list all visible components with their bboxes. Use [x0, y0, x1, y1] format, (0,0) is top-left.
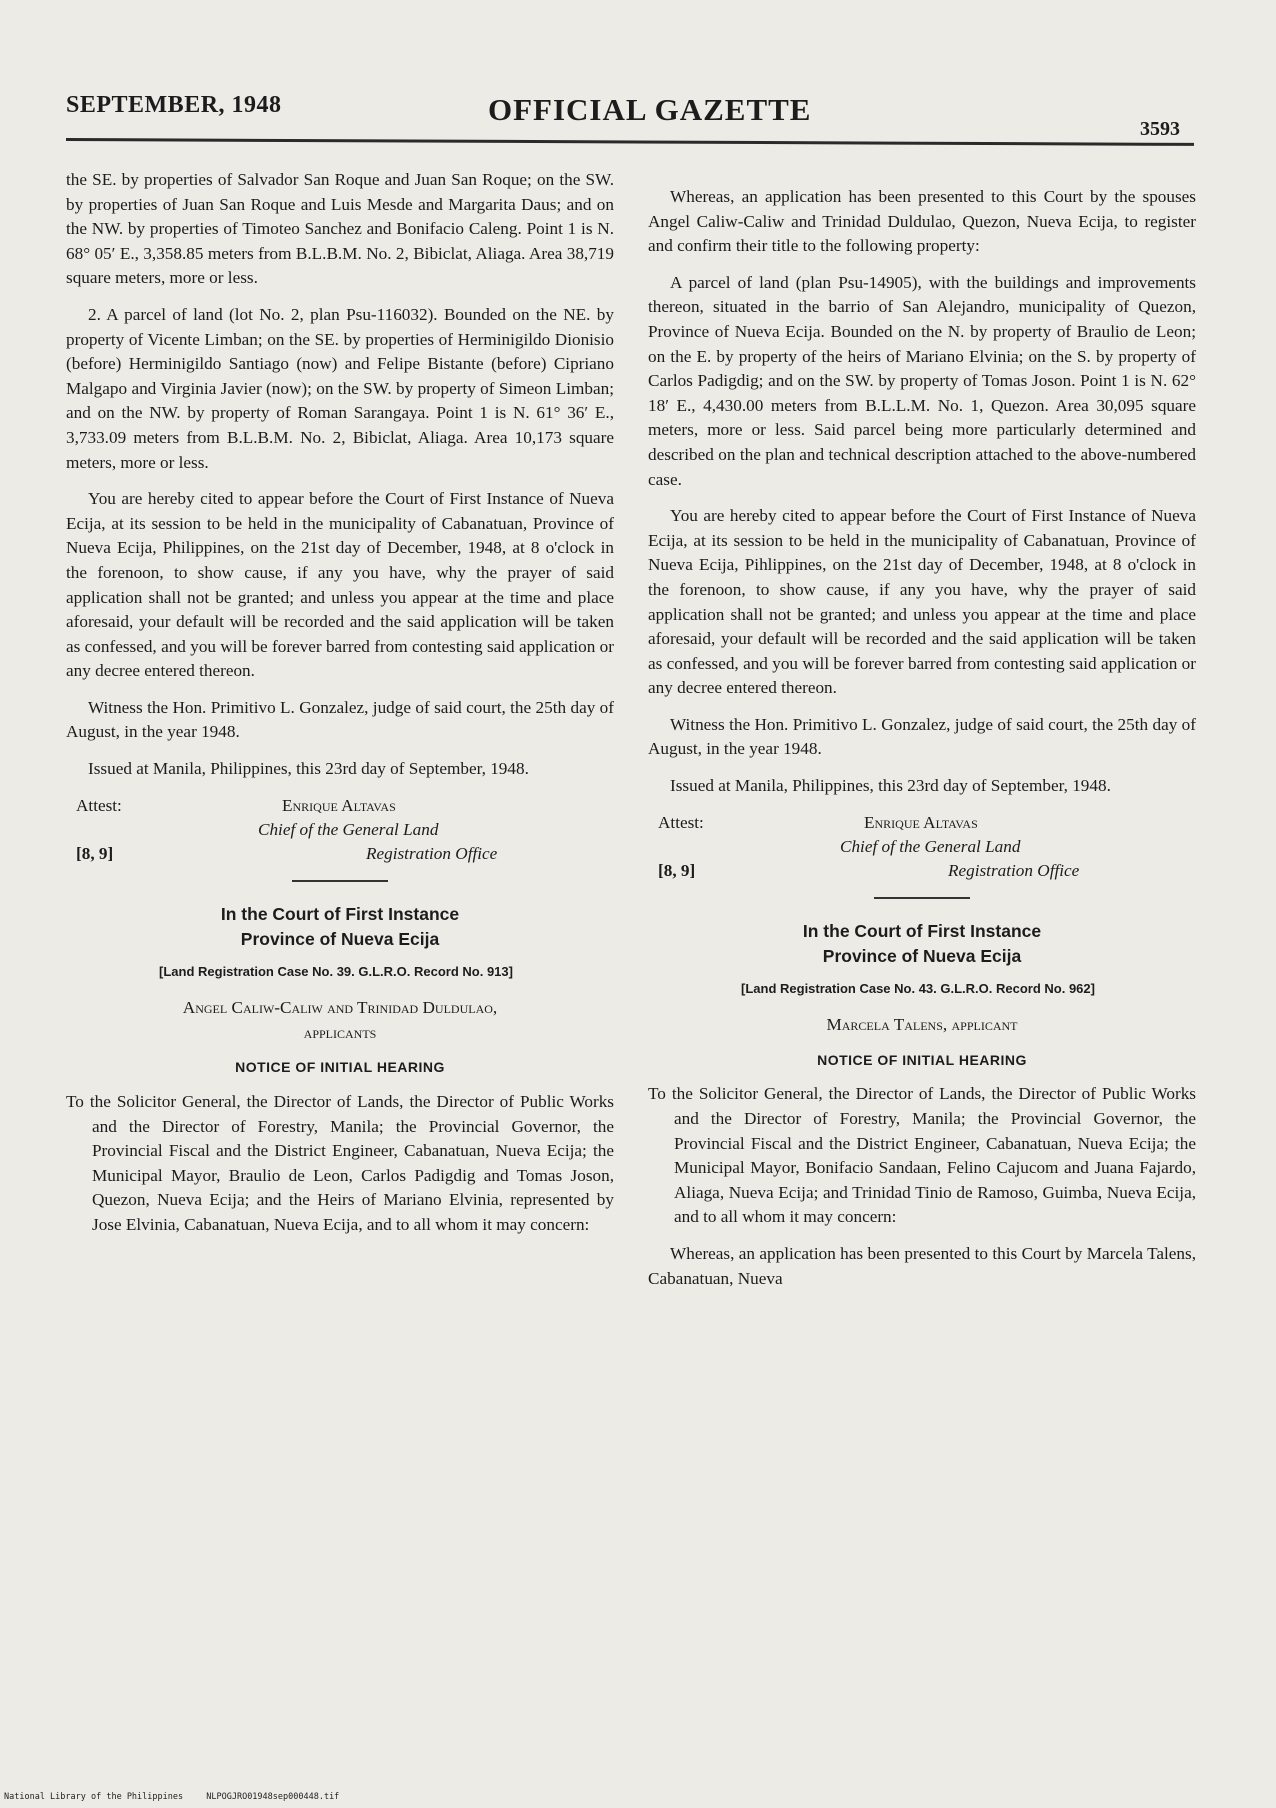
court-province: Province of Nueva Ecija: [240, 928, 440, 949]
court-heading: [648, 919, 1196, 969]
paragraph: To the Solicitor General, the Director of Lands, the Director of Public Works and the Director of Forestry, Manila; the Provincial Governor, the Provincial Fiscal and the District Engineer, Cabanatuan, Nueva Ecija; the Municipal Mayor, Braulio de Leon, Carlos Padigdig and Tomas Joson, Quezon, Nueva Ecija; and the Heirs of Mariano Elvinia, represented by Jose Elvinia, Cabanatuan, Nueva Ecija, and to all whom it may concern:: [66, 1092, 614, 1234]
page-header: [0, 0, 1276, 150]
attest-title: Chief of the General Land: [258, 819, 439, 839]
section-divider: [292, 880, 388, 882]
paragraph: Whereas, an application has been presented to this Court by Marcela Talens, Cabanatuan, Nueva: [648, 1244, 1196, 1288]
attest-office: Registration Office: [948, 860, 1080, 880]
attest-reference: [8, 9]: [658, 860, 696, 880]
court-province: Province of Nueva Ecija: [822, 945, 1022, 966]
right-column: [648, 185, 1196, 1303]
paragraph: Witness the Hon. Primitivo L. Gonzalez, judge of said court, the 25th day of August, in the year 1948.: [66, 697, 614, 742]
attest-name: Enrique Altavas: [282, 795, 396, 815]
applicant-names: Marcela Talens, applicant: [826, 1015, 1018, 1035]
notice-title: NOTICE OF INITIAL HEARING: [817, 1051, 1027, 1068]
page-number: 3593: [1140, 118, 1180, 140]
attest-title: Chief of the General Land: [840, 836, 1021, 856]
case-reference: [Land Registration Case No. 43. G.L.R.O. Record No. 962]: [741, 980, 1095, 996]
attestation-block: [66, 794, 614, 868]
left-column: [66, 168, 614, 1250]
notice-title: NOTICE OF INITIAL HEARING: [235, 1059, 445, 1076]
paragraph: To the Solicitor General, the Director of Lands, the Director of Public Works and the Director of Forestry, Manila; the Provincial Governor, the Provincial Fiscal and the District Engineer, Cabanatuan, Nueva Ecija; the Municipal Mayor, Bonifacio Sandaan, Felino Cajucom and Juana Fajardo, Aliaga, Nueva Ecija; and Trinidad Tinio de Ramoso, Guimba, Nueva Ecija, and to all whom it may concern:: [648, 1084, 1196, 1227]
file-name: NLPOGJRO01948sep000448.tif: [206, 1792, 340, 1802]
source-label: National Library of the Philippines: [4, 1792, 184, 1802]
attest-name: Enrique Altavas: [864, 812, 978, 832]
paragraph: 2. A parcel of land (lot No. 2, plan Psu-116032). Bounded on the NE. by property of Vicente Limban; on the SE. by properties of Herminigildo Dionisio (before) Herminigildo Santiago (now) and Felipe Bistante (before) Cipriano Malgapo and Virginia Javier (now); on the SW. by property of Simeon Limban; and on the NW. by property of Roman Sarangaya. Point 1 is N. 61° 36′ E., 3,733.09 meters from B.L.B.M. No. 2, Bibiclat, Aliaga. Area 10,173 square meters, more or less.: [66, 304, 614, 472]
paragraph: Issued at Manila, Philippines, this 23rd day of September, 1948.: [670, 776, 1111, 796]
applicants: [648, 1013, 1196, 1038]
paragraph: the SE. by properties of Salvador San Roque and Juan San Roque; on the SW. by properties of Juan San Roque and Luis Mesde and Margarita Daus; and on the NW. by properties of Timoteo Sanchez and Bonifacio Caleng. Point 1 is N. 68° 05′ E., 3,358.85 meters from B.L.B.M. No. 2, Bibiclat, Aliaga. Area 38,719 square meters, more or less.: [66, 170, 614, 288]
applicants: [66, 996, 614, 1045]
paragraph: A parcel of land (plan Psu-14905), with the buildings and improvements thereon, situated in the barrio of San Alejandro, municipality of Quezon, Province of Nueva Ecija. Bounded on the N. by property of Braulio de Leon; on the E. by property of the heirs of Mariano Elvinia; on the S. by property of Carlos Padigdig; and on the SW. by property of Tomas Joson. Point 1 is N. 62° 18′ E., 4,430.00 meters from B.L.L.M. No. 1, Quezon. Area 30,095 square meters, more or less. Said parcel being more particularly determined and described on the plan and technical description attached to the above-numbered case.: [648, 272, 1196, 489]
publication-title: OFFICIAL GAZETTE: [488, 92, 812, 127]
attest-office: Registration Office: [366, 843, 498, 863]
paragraph: You are hereby cited to appear before the Court of First Instance of Nueva Ecija, at its session to be held in the municipality of Cabanatuan, Province of Nueva Ecija, Pihlippines, on the 21st day of December, 1948, at 8 o'clock in the forenoon, to show cause, if any you have, why the prayer of said application shall not be granted; and unless you appear at the time and place aforesaid, your default will be recorded and the said application will be taken as confessed, and you will be forever barred from contesting said application or any decree entered thereon.: [648, 506, 1196, 698]
issue-date: SEPTEMBER, 1948: [66, 92, 282, 118]
case-reference: [Land Registration Case No. 39. G.L.R.O. Record No. 913]: [159, 963, 513, 979]
court-name: In the Court of First Instance: [220, 903, 460, 924]
paragraph: Whereas, an application has been presented to this Court by the spouses Angel Caliw-Caliw and Trinidad Duldulao, Quezon, Nueva Ecija, to register and confirm their title to the following property:: [648, 187, 1196, 256]
attest-reference: [8, 9]: [76, 843, 114, 863]
section-divider: [874, 897, 970, 899]
applicant-names: Angel Caliw-Caliw and Trinidad Duldulao,: [182, 998, 498, 1018]
court-name: In the Court of First Instance: [802, 920, 1042, 941]
paragraph: You are hereby cited to appear before the Court of First Instance of Nueva Ecija, at its session to be held in the municipality of Cabanatuan, Province of Nueva Ecija, Philippines, on the 21st day of December, 1948, at 8 o'clock in the forenoon, to show cause, if any you have, why the prayer of said application shall not be granted; and unless you appear at the time and place aforesaid, your default will be recorded and the said application will be taken as confessed, and you will be forever barred from contesting said application or any decree entered thereon.: [66, 489, 614, 681]
header-rule: [66, 138, 1194, 146]
attestation-block: [648, 811, 1196, 885]
attest-label: Attest:: [76, 795, 122, 815]
scan-footer: [4, 1792, 339, 1802]
attest-label: Attest:: [658, 812, 704, 832]
paragraph: Issued at Manila, Philippines, this 23rd day of September, 1948.: [88, 759, 529, 779]
court-heading: [66, 902, 614, 952]
applicant-label: applicants: [303, 1022, 377, 1042]
paragraph: Witness the Hon. Primitivo L. Gonzalez, judge of said court, the 25th day of August, in the year 1948.: [648, 714, 1196, 759]
